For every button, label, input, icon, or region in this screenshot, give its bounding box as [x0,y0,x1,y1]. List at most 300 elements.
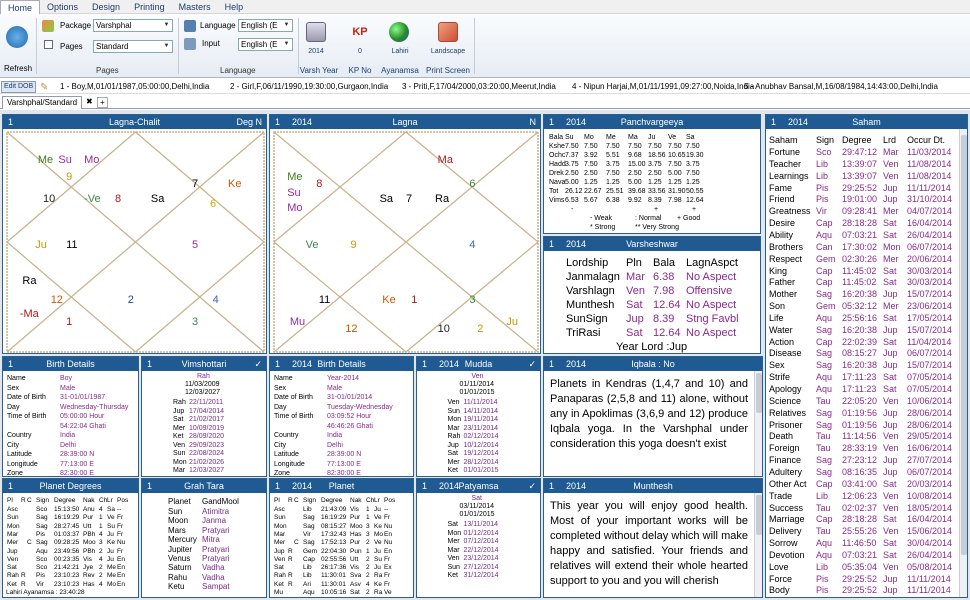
planet-cell: 26:17:36 [321,564,347,572]
panch-legend: - Weak [590,215,613,222]
chart-label: 8 [114,193,122,206]
planet-cell: Su [107,522,115,530]
panel-year[interactable]: 2014 [566,117,587,127]
saham-cell: Mer [883,206,899,217]
planet-cell: Vis [350,506,359,513]
refresh-button[interactable]: Refresh [4,64,33,73]
dasha-date: 13/11/2014 [463,521,499,528]
saham-cell: Respect [769,253,803,264]
panel-number[interactable]: 1 [147,359,153,369]
grah-tara-planet: Rahu [168,572,188,582]
saham-cell: Aqu [816,229,833,240]
scrollbar-thumb[interactable] [961,135,967,555]
saham-cell: 16:20:38 [842,324,878,335]
panch-cell: 7.50 [668,143,682,150]
dasha-date: 27/12/2014 [463,563,499,571]
varsheshwar-cell: Offensive [686,285,733,297]
varsheshwar-cell: 7.98 [653,285,675,297]
saham-cell: Sat [883,218,897,229]
planet-header: C [294,497,299,504]
panch-cell: 1.25 [584,179,598,186]
dasha-planet: Sat [447,521,459,528]
panch-cell: 18.56 [648,152,666,159]
saham-cell: Love [769,561,789,572]
planet-header: C [27,497,32,504]
dasha-date: 02/12/2014 [463,433,499,440]
saham-cell: Learnings [769,170,809,181]
varsheshwar-header: LagnAspct [686,257,738,269]
language-value: English (E [241,21,278,30]
saham-cell: 05:32:12 [842,301,878,312]
planet-cell: Moo [83,539,96,547]
panel-header [544,237,760,251]
add-tab-icon[interactable]: + [97,97,108,108]
chart-label: Sa [150,193,165,206]
grah-tara-value: Janma [202,516,227,526]
input-select[interactable] [238,38,293,51]
planet-header: Lr [107,497,113,504]
edit-dob-button[interactable]: Edit DOB [1,81,36,93]
panel-year[interactable]: 2014 [439,359,460,369]
varsheshwar-cell: No Aspect [686,271,737,283]
lagna-chalit-panel [2,114,267,354]
saham-cell: 16/04/2014 [907,514,953,525]
planet-cell: Vir [36,580,44,588]
document-tab-bar [0,95,970,109]
dasha-planet: Mon [447,416,462,423]
saham-cell: 26/04/2014 [907,229,953,240]
planet-header: Pl [274,497,280,504]
saham-cell: Aqu [816,549,833,560]
chart-label: Ju [35,239,47,252]
saham-cell: Success [769,502,804,513]
saham-cell: 02:30:26 [842,253,878,264]
dasha-date: 29/09/2023 [189,441,225,449]
scrollbar-thumb[interactable] [756,373,762,413]
saham-cell: 29:47:12 [842,147,878,157]
mudda-panel [416,356,541,477]
panch-cell: 10.65 [668,152,686,159]
panel-number[interactable]: 1 [549,481,555,491]
dasha-date: 22/12/2014 [463,546,499,554]
planet-cell: Pun [350,547,362,555]
dasha-planet: Sun [173,450,186,457]
saham-panel [765,114,968,598]
saham-cell: Pis [816,194,829,205]
saham-cell: Sat [883,372,897,383]
panel-number[interactable]: 1 [771,117,777,127]
panch-cell: 7.50 [686,170,700,177]
panel-number[interactable]: 1 [147,481,153,491]
scrollbar[interactable] [754,371,762,477]
saham-cell: Mother [769,289,798,300]
saham-cell: Other Act [769,478,807,489]
year-lord: Year Lord :Jup [616,341,688,353]
panel-year[interactable]: 2014 [566,481,587,491]
saham-cell: 01:19:56 [842,419,878,430]
panch-header-cell: Sa [686,134,695,141]
pages-checkbox[interactable] [44,40,53,49]
planet-cell: Me [107,564,117,572]
planet-cell: Rah [274,572,286,580]
planet-header: Degree [54,497,76,504]
varsheshwar-cell: No Aspect [686,299,737,311]
planet-cell: Sat [274,564,284,572]
saham-cell: Vir [816,206,827,217]
planet-cell: Aqu [303,589,315,596]
planet-cell: 08:15:27 [321,522,347,530]
planet-cell: Ket [274,580,284,588]
saham-cell: Tau [816,526,831,537]
varsheshwar-panel [543,236,761,354]
close-icon[interactable]: ✖ [86,97,93,106]
planet-cell: 23:10:23 [54,580,80,588]
planet-cell: Moo [350,522,363,530]
birth-detail-value: 31-01/01/1987 [60,394,106,401]
planet-cell: 11:30:01 [321,572,346,580]
panch-cell: 5.00 [668,170,682,177]
chart-label: Ma [437,153,453,166]
panel-number[interactable]: 1 [549,117,555,127]
planet-cell: 21:43:09 [321,506,347,513]
planet-cell: C [294,539,299,547]
planet-cell: Jup [274,547,285,555]
planet-cell: 3 [99,539,103,547]
saham-cell: Friend [769,194,795,205]
saham-cell: 08:16:35 [842,466,878,477]
varsheshwar-cell: 8.39 [653,313,675,325]
kp-icon[interactable]: KP [352,26,368,38]
birth-detail-value: 46:46:26 Ghati [327,422,373,430]
calendar-icon[interactable] [306,22,326,42]
dasha-planet: Rah [447,433,461,440]
dasha-date: 19/12/2014 [463,450,499,457]
saham-cell: Desire [769,218,796,229]
saham-cell: Jup [883,585,898,596]
dasha-planet: Mer [447,538,460,545]
saham-cell: 16:20:38 [842,289,878,300]
planet-cell: Vir [303,530,311,538]
panel-options[interactable]: Deg N [236,117,262,127]
planet-cell: Sun [274,514,286,522]
panch-legend: + Good [677,215,701,222]
saham-cell: 23/06/2014 [907,301,953,312]
chevron-down-icon: ▼ [283,22,290,28]
panel-number[interactable]: 1 [275,481,281,491]
check-icon[interactable]: ✓ [528,481,536,491]
saham-cell: 11/08/2014 [907,158,952,169]
planet-cell: Cap [303,555,315,563]
planet-cell: Pur [350,514,361,522]
panel-header [270,479,413,493]
grah-tara-value: Pratyari [202,544,230,554]
birth-detail-value: 82:30:00 E [60,470,94,477]
language-icon [184,20,196,32]
dasha-range-start: 01/11/2014 [459,381,495,388]
planet-cell: Fr [384,514,391,522]
planet-cell: 2 [366,589,370,596]
pencil-icon[interactable]: ✎ [40,82,49,93]
saham-cell: 28:33:19 [842,443,878,454]
panel-header [3,115,266,129]
planet-cell: R [288,547,293,555]
refresh-icon[interactable] [6,26,28,48]
planet-cell: 02:55:56 [321,555,347,563]
panel-year[interactable]: 2014 [566,239,587,249]
panel-year[interactable]: 2014 [566,359,587,369]
panel-number[interactable]: 1 [422,359,428,369]
panel-year[interactable]: 2014 [292,117,313,127]
saham-cell: Jup [883,182,898,193]
print-screen-button[interactable]: Print Screen [425,66,471,75]
saham-scrollbar[interactable] [959,129,967,598]
panch-cell: 1.25 [606,179,620,186]
chart-label: 4 [212,294,219,307]
saham-cell: Mar [883,147,899,157]
menu-help[interactable]: Help [224,2,244,12]
saham-cell: Sat [883,549,897,560]
planet-cell: 1 [366,547,370,555]
varsh-year-button[interactable]: Varsh Year [299,66,339,75]
check-icon[interactable]: ✓ [528,359,536,369]
planet-cell: Rev [83,572,95,580]
saham-cell: 19:01:00 [842,194,878,205]
planet-cell: -- [384,506,389,513]
globe-icon[interactable] [389,22,409,42]
lagna-panel [269,114,541,354]
panch-cell: 7.50 [606,143,620,150]
saham-cell: Ven [883,502,899,513]
saham-cell: Jup [883,573,898,584]
panel-number[interactable]: 1 [8,481,14,491]
grah-tara-value: Vadha [202,563,225,573]
dasha-date: 17/04/2014 [189,407,225,415]
dasha-date: 31/12/2014 [463,572,499,579]
saham-cell: 29:25:52 [842,585,878,596]
panch-cell: 1.25 [668,179,682,186]
panel-number[interactable]: 1 [8,359,14,369]
birth-detail-value: Year-2014 [327,375,360,382]
scrollbar[interactable] [754,493,762,598]
saham-cell: Sat [883,538,897,549]
chart-label: Mu [289,316,306,329]
saham-cell: 22:05:20 [842,395,878,406]
menu-home[interactable]: Home [0,0,40,14]
saham-cell: 20/06/2014 [907,253,953,264]
saham-cell: Tau [816,395,831,406]
chart-label: 3 [192,316,199,329]
person-entry[interactable]: 3 - Priti,F,17/04/2000,03:20:00,Meerut,India [402,82,556,91]
saham-cell: 17:30:02 [842,241,878,252]
saham-cell: Relatives [769,407,807,418]
planet-cell: Ju [107,547,114,555]
panch-cell: 7.37 [565,152,579,159]
saham-cell: 11:45:02 [842,265,877,276]
ribbon [0,14,970,78]
saham-cell: Marriage [769,514,805,525]
dasha-date: 07/12/2014 [463,538,499,545]
panch-cell: 3.75 [648,161,662,168]
package-label: Package [60,21,92,30]
chart-label: Ke [228,177,242,190]
language-select[interactable] [238,19,293,32]
saham-cell: Delivery [769,526,802,537]
panch-cell: 1.25 [648,179,662,186]
saham-cell: Aqu [816,538,833,549]
planet-header: Pos [117,497,129,504]
menu-masters[interactable]: Masters [178,2,211,12]
ayanamsa-button[interactable]: Ayanamsa [381,66,419,75]
iqbala-panel [543,356,763,477]
dasha-planet: Mon [447,529,462,537]
panch-cell: Drek [549,170,564,177]
birth-detail-key: Date of Birth [7,394,46,401]
planet-cell: Ju [107,530,114,538]
saham-cell: Sag [816,466,833,477]
panel-header [270,357,413,371]
planet-cell: Vis [83,555,92,563]
print-icon[interactable] [438,22,458,42]
panch-cell: 5.00 [565,179,579,186]
birth-detail-value: 77:13:00 E [60,460,94,468]
panch-cell: 50.55 [686,188,704,195]
dasha-date: 23/11/2014 [463,424,499,432]
menu-printing[interactable]: Printing [134,2,165,12]
planet-cell: 17:52:13 [321,539,347,547]
planet-cell: R [21,572,26,580]
dasha-planet: Sat [447,450,459,457]
dasha-date: 10/12/2014 [463,441,499,449]
planet-cell: 10:05:16 [321,589,347,596]
saham-cell: King [769,265,788,276]
menu-bar [0,0,970,14]
panch-cell: 7.98 [668,197,682,204]
planet-cell: En [117,555,125,563]
saham-cell: 18/05/2014 [907,502,953,513]
person-entry[interactable]: 5 - Anubhav Bansal,M,16/08/1984,14:43:00,Delhi,India [744,82,938,91]
birth-detail-value: 31-01/01/2014 [327,394,373,401]
panch-cell: 3.92 [584,152,598,159]
panel-year[interactable]: 2014 [439,481,460,491]
planet-cell: 2 [366,564,370,572]
panel-header [544,115,760,129]
saham-cell: 28:18:28 [842,514,878,525]
saham-cell: Gem [816,253,836,264]
dasha-date: 12/03/2027 [189,467,225,474]
saham-cell: Aqu [816,384,833,394]
birth-detail-key: City [7,441,20,449]
dasha-range-start: 11/03/2009 [185,381,220,388]
saham-cell: Adultery [769,466,803,477]
kp-button[interactable]: KP No [348,66,372,75]
saham-cell: Cap [816,265,833,276]
package-icon [42,20,54,32]
input-icon [184,38,196,50]
person-entry[interactable]: 1 - Boy,M,01/01/1987,05:00:00,Delhi,India [60,82,210,91]
saham-cell: 05:35:04 [842,561,878,572]
planet-cell: 2 [99,572,103,580]
menu-design[interactable]: Design [92,2,121,12]
panel-title: Grah Tara [184,481,224,491]
saham-cell: Tau [816,502,831,513]
panel-number[interactable]: 1 [549,239,555,249]
person-entry[interactable]: 4 - Nipun Harjai,M,01/11/1991,09:27:00,Noida,India [572,82,755,91]
pages-select[interactable] [93,40,173,53]
saham-cell: 11:46:50 [842,538,877,549]
panel-number[interactable]: 1 [8,117,14,127]
planet-cell: 21:42:21 [54,564,80,572]
menu-options[interactable]: Options [47,2,79,12]
planet-cell: Ra [374,572,383,580]
panch-cell: 25.51 [606,188,624,195]
panel-number[interactable]: 1 [549,359,555,369]
planet-header: R [288,497,293,504]
panel-number[interactable]: 1 [422,481,428,491]
person-entry[interactable]: 2 - Girl,F,06/11/1990,19:30:00,Gurgaon,India [230,82,389,91]
panel-number[interactable]: 1 [275,117,281,127]
panel-year[interactable]: 2014 [292,359,313,369]
planet-header: Sign [36,497,50,504]
planet-cell: Mon [274,522,287,530]
panel-year[interactable]: 2014 [292,481,313,491]
planet-cell: Ven [274,555,286,563]
package-select[interactable] [93,19,173,32]
planet-cell: Jup [7,547,18,555]
panel-year[interactable]: 2014 [788,117,809,127]
chart-label: Ju [506,316,518,329]
panch-cell: 12.64 [686,197,704,204]
planet-cell: 2 [99,547,103,555]
planet-header: Ch [99,497,108,504]
planet-cell: C [27,539,32,547]
dasha-date: 21/02/2017 [189,416,225,423]
saham-cell: Jup [883,419,898,430]
planet-cell: 3 [366,530,370,538]
saham-cell: 15/07/2014 [907,324,953,335]
birth-detail-key: Name [7,375,26,382]
saham-cell: 20/03/2014 [907,478,953,489]
saham-cell: 10/06/2014 [907,395,953,406]
panel-options[interactable]: N [529,117,536,127]
saham-cell: Cap [816,277,833,288]
saham-cell: Jup [883,360,898,371]
grah-tara-value: Pratyari [202,525,230,535]
saham-cell: Cap [816,336,833,347]
check-icon[interactable]: ✓ [254,359,262,369]
print-value: Landscape [430,48,466,55]
vimshottari-panel [141,356,267,477]
planet-cell: Jye [83,564,94,572]
saham-cell: 11/08/2014 [907,170,952,181]
planet-cell: Nu [384,522,393,530]
chart-label: 5 [192,239,199,252]
tab-varshphal-standard[interactable]: Varshphal/Standard [2,96,82,109]
saham-cell: Sat [883,336,897,347]
planet-cell: Ve [107,514,115,522]
saham-cell: Finance [769,455,802,466]
dasha-current: Sat [471,495,483,502]
planet-cell: PBh [83,547,96,555]
varsheshwar-cell: 6.38 [653,271,675,283]
planet-cell: Ve [374,539,382,547]
saham-cell: 27/07/2014 [907,455,953,466]
saham-cell: Sex [769,360,785,371]
panel-number[interactable]: 1 [275,359,281,369]
saham-cell: Mer [883,253,899,264]
dasha-date: 01/12/2014 [463,529,499,537]
chart-label: 12 [50,294,63,307]
scrollbar-thumb[interactable] [756,495,762,535]
